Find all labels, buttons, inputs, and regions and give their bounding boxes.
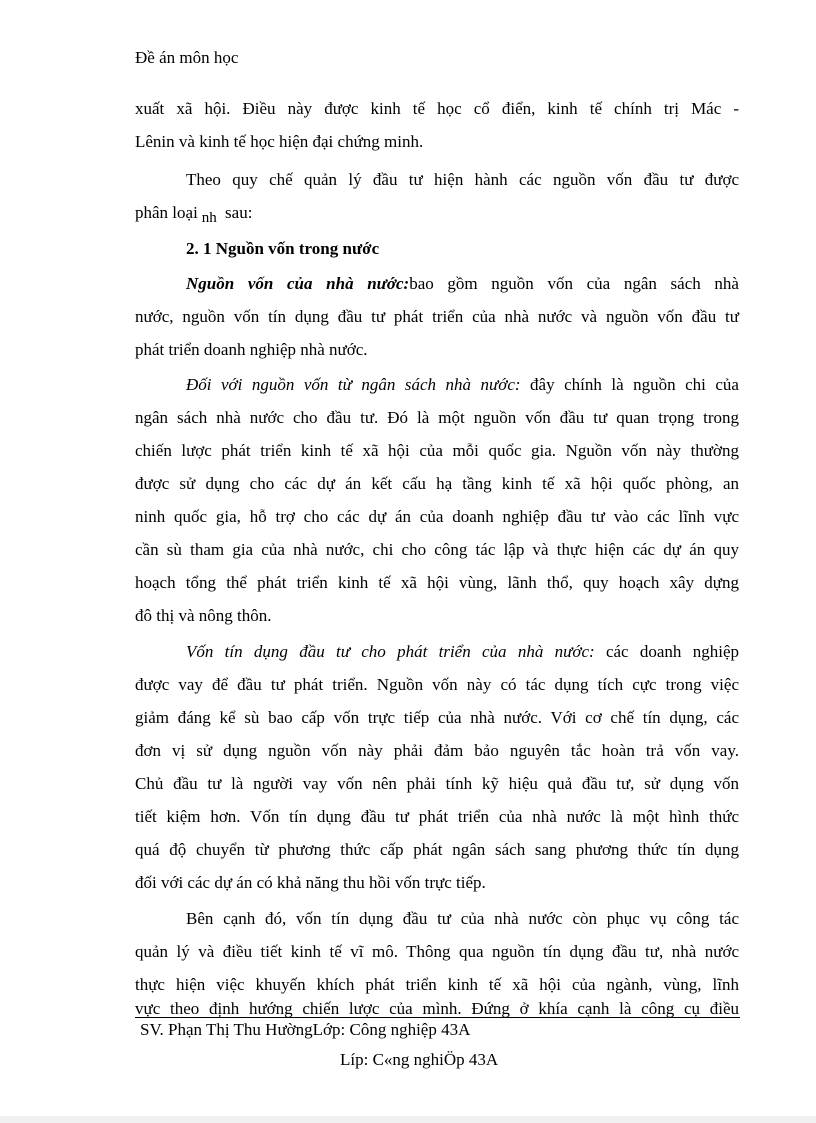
text-segment: sau: bbox=[225, 203, 253, 222]
page-header: Đề án môn học bbox=[135, 48, 239, 67]
page-bottom-edge bbox=[0, 1116, 816, 1123]
paragraph-line bbox=[186, 374, 739, 396]
section-heading: 2. 1 Nguồn vốn trong nước bbox=[186, 239, 380, 258]
text-segment: bao gồm nguồn vốn của ngân sách nhà bbox=[409, 274, 739, 293]
emphasis-lead: Đối với nguồn vốn từ ngân sách nhà nước: bbox=[186, 375, 521, 394]
emphasis-lead: Vốn tín dụng đầu tư cho phát triển của nhà nước: bbox=[186, 642, 595, 661]
paragraph-line: Bên cạnh đó, vốn tín dụng đầu tư của nhà nước còn phục vụ công tác bbox=[186, 909, 739, 928]
text-segment: phân loại bbox=[135, 203, 198, 222]
paragraph-line: xuất xã hội. Điều này được kinh tế học cổ điển, kinh tế chính trị Mác - bbox=[135, 99, 739, 118]
paragraph-line: đô thị và nông thôn. bbox=[135, 606, 272, 625]
paragraph-line: cần sù tham gia của nhà nước, chi cho công tác lập và thực hiện các dự án quy bbox=[135, 540, 739, 559]
paragraph-line: Chủ đầu tư là người vay vốn nên phải tính kỹ hiệu quả đầu tư, sử dụng vốn bbox=[135, 774, 739, 793]
paragraph-line: được vay để đầu tư phát triển. Nguồn vốn này có tác dụng tích cực trong việc bbox=[135, 675, 739, 694]
footer-divider bbox=[135, 1017, 740, 1018]
emphasis-lead: Nguồn vốn của nhà nước: bbox=[186, 274, 410, 293]
paragraph-line: Theo quy chế quản lý đầu tư hiện hành các nguồn vốn đầu tư được bbox=[186, 170, 739, 189]
subscript-fragment: nh bbox=[201, 210, 217, 226]
paragraph-line: đối với các dự án có khả năng thu hồi vốn trực tiếp. bbox=[135, 873, 486, 892]
paragraph-line: quản lý và điều tiết kinh tế vĩ mô. Thông qua nguồn tín dụng đầu tư, nhà nước bbox=[135, 942, 739, 961]
paragraph-line: hoạch tổng thể phát triển kinh tế xã hội vùng, lãnh thổ, quy hoạch xây dựng bbox=[135, 573, 739, 592]
paragraph-line: chiến lược phát triển kinh tế xã hội của mỗi quốc gia. Nguồn vốn này thường bbox=[135, 441, 739, 460]
footer-class: Líp: C«ng nghiÖp 43A bbox=[340, 1050, 499, 1069]
paragraph-line bbox=[135, 202, 252, 225]
paragraph-line: được sử dụng cho các dự án kết cấu hạ tầng kinh tế xã hội quốc phòng, an bbox=[135, 474, 739, 493]
text-segment: đây chính là nguồn chi của bbox=[520, 375, 739, 394]
paragraph-line: phát triển doanh nghiệp nhà nước. bbox=[135, 340, 368, 359]
paragraph-line bbox=[186, 273, 739, 295]
paragraph-line: nước, nguồn vốn tín dụng đầu tư phát triển của nhà nước và nguồn vốn đầu tư bbox=[135, 307, 739, 326]
paragraph-line bbox=[186, 641, 739, 663]
paragraph-line: giảm đáng kể sù bao cấp vốn trực tiếp của nhà nước. Với cơ chế tín dụng, các bbox=[135, 708, 739, 727]
paragraph-line: vực theo định hướng chiến lược của mình. Đứng ở khía cạnh là công cụ điều bbox=[135, 999, 739, 1018]
paragraph-line: thực hiện việc khuyến khích phát triển kinh tế xã hội của ngành, vùng, lĩnh bbox=[135, 975, 739, 994]
paragraph-line: Lênin và kinh tế học hiện đại chứng minh. bbox=[135, 132, 424, 151]
footer-author: SV. Phạn Thị Thu HườngLớp: Công nghiệp 43A bbox=[140, 1020, 471, 1039]
paragraph-line: ngân sách nhà nước cho đầu tư. Đó là một nguồn vốn đầu tư quan trọng trong bbox=[135, 408, 739, 427]
text-segment: các doanh nghiệp bbox=[594, 642, 739, 661]
paragraph-line: tiết kiệm hơn. Vốn tín dụng đầu tư phát triển của nhà nước là một hình thức bbox=[135, 807, 739, 826]
paragraph-line: đơn vị sử dụng nguồn vốn này phải đảm bảo nguyên tắc hoàn trả vốn vay. bbox=[135, 741, 739, 760]
paragraph-line: quá độ chuyển từ phương thức cấp phát ngân sách sang phương thức tín dụng bbox=[135, 840, 739, 859]
paragraph-line: ninh quốc gia, hỗ trợ cho các dự án của doanh nghiệp đầu tư vào các lĩnh vực bbox=[135, 507, 739, 526]
